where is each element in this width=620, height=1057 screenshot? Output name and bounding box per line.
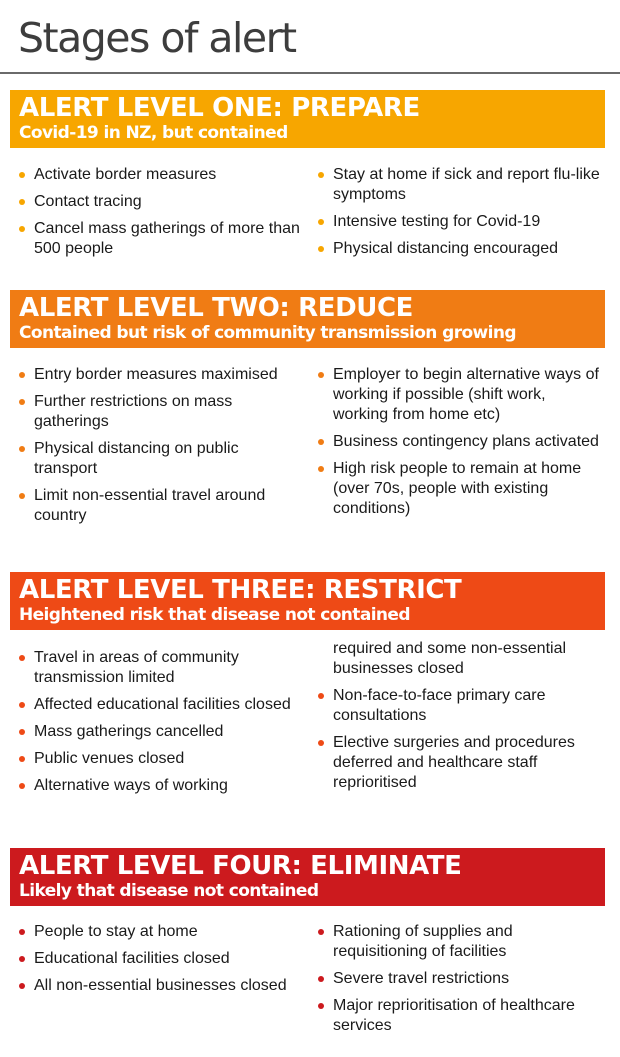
page-title: Stages of alert — [18, 14, 296, 62]
level-two-right-list — [317, 365, 605, 526]
bullet-icon — [19, 783, 25, 789]
list-item: All non-essential businesses closed — [18, 976, 300, 996]
list-item: Alternative ways of working — [18, 776, 300, 796]
level-four-subheading: Likely that disease not contained — [19, 881, 319, 901]
level-one-heading: ALERT LEVEL ONE: PREPARE — [19, 93, 420, 123]
bullet-icon — [19, 399, 25, 405]
list-item: Non-face-to-face primary care consultations — [317, 686, 605, 726]
bullet-icon — [19, 983, 25, 989]
level-four-left-list — [18, 922, 300, 1003]
bullet-icon — [19, 729, 25, 735]
bullet-icon — [318, 693, 324, 699]
bullet-icon — [318, 246, 324, 252]
bullet-icon — [318, 219, 324, 225]
list-item: Physical distancing encouraged — [317, 239, 605, 259]
list-item: Travel in areas of community transmission limited — [18, 648, 300, 688]
level-four-right-list — [317, 922, 605, 1043]
list-item: Business contingency plans activated — [317, 432, 605, 452]
list-item: Stay at home if sick and report flu-like symptoms — [317, 165, 605, 205]
list-item: Employer to begin alternative ways of working if possible (shift work, working from home etc) — [317, 365, 605, 425]
title-divider — [0, 72, 620, 74]
list-item: Cancel mass gatherings of more than 500 people — [18, 219, 300, 259]
bullet-icon — [318, 466, 324, 472]
list-item: Intensive testing for Covid-19 — [317, 212, 605, 232]
bullet-icon — [318, 172, 324, 178]
list-item: Physical distancing on public transport — [18, 439, 300, 479]
level-one-right-list — [317, 165, 605, 266]
bullet-icon — [19, 372, 25, 378]
level-two-banner — [10, 290, 605, 348]
level-three-left-list — [18, 648, 300, 803]
list-item: Major reprioritisation of healthcare services — [317, 996, 605, 1036]
level-three-heading: ALERT LEVEL THREE: RESTRICT — [19, 575, 462, 605]
list-item: Activate border measures — [18, 165, 300, 185]
list-item: Elective surgeries and procedures deferred and healthcare staff reprioritised — [317, 733, 605, 793]
bullet-icon — [19, 702, 25, 708]
list-item: Contact tracing — [18, 192, 300, 212]
bullet-icon — [318, 976, 324, 982]
list-item: Further restrictions on mass gatherings — [18, 392, 300, 432]
list-item: Rationing of supplies and requisitioning of facilities — [317, 922, 605, 962]
level-two-left-list — [18, 365, 300, 533]
bullet-icon — [318, 740, 324, 746]
bullet-icon — [19, 756, 25, 762]
list-item: Severe travel restrictions — [317, 969, 605, 989]
bullet-icon — [19, 172, 25, 178]
level-four-banner — [10, 848, 605, 906]
list-item: Educational facilities closed — [18, 949, 300, 969]
level-two-heading: ALERT LEVEL TWO: REDUCE — [19, 293, 414, 323]
bullet-icon — [19, 929, 25, 935]
level-two-subheading: Contained but risk of community transmission growing — [19, 323, 516, 343]
list-item: People to stay at home — [18, 922, 300, 942]
bullet-icon — [19, 199, 25, 205]
list-item-continuation: required and some non-essential businesses closed — [333, 640, 567, 677]
bullet-icon — [19, 655, 25, 661]
bullet-icon — [19, 493, 25, 499]
bullet-icon — [318, 372, 324, 378]
level-three-subheading: Heightened risk that disease not contained — [19, 605, 410, 625]
level-three-banner — [10, 572, 605, 630]
list-item: Limit non-essential travel around country — [18, 486, 300, 526]
level-one-subheading: Covid-19 in NZ, but contained — [19, 123, 288, 143]
bullet-icon — [318, 929, 324, 935]
level-three-right-list — [317, 639, 605, 800]
level-one-banner — [10, 90, 605, 148]
list-item: Mass gatherings cancelled — [18, 722, 300, 742]
bullet-icon — [19, 446, 25, 452]
list-item: Public venues closed — [18, 749, 300, 769]
bullet-icon — [19, 226, 25, 232]
bullet-icon — [318, 1003, 324, 1009]
level-four-heading: ALERT LEVEL FOUR: ELIMINATE — [19, 851, 462, 881]
level-one-left-list — [18, 165, 300, 266]
bullet-icon — [318, 439, 324, 445]
list-item: High risk people to remain at home (over 70s, people with existing conditions) — [317, 459, 605, 519]
bullet-icon — [19, 956, 25, 962]
list-item: Entry border measures maximised — [18, 365, 300, 385]
list-item: Affected educational facilities closed — [18, 695, 300, 715]
